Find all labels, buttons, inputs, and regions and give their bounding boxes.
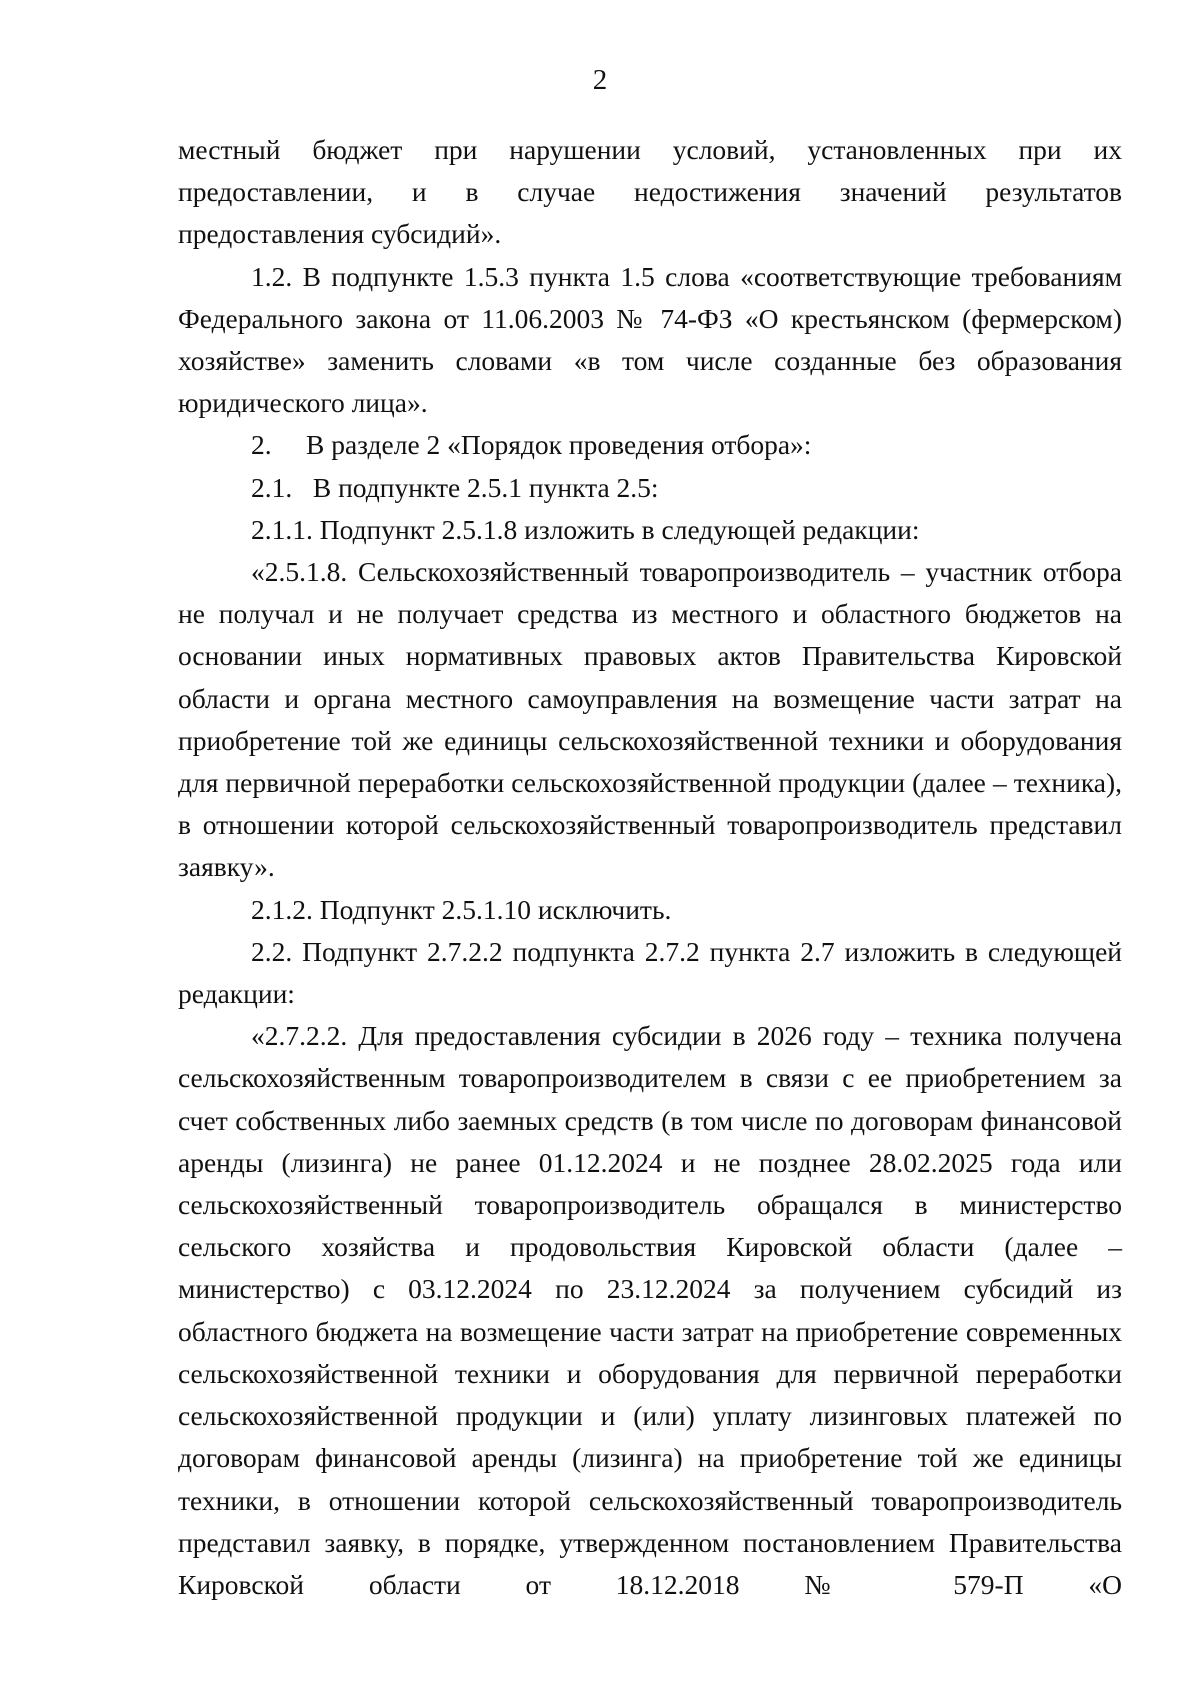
paragraph-2: 2. В разделе 2 «Порядок проведения отбора»:	[251, 429, 812, 461]
page-number: 2	[592, 64, 608, 96]
paragraph-2-5-1-8-quote: «2.5.1.8. Сельскохозяйственный товаропроизводитель – участник отбора не получал и не получает средства из местного и областного бюджетов на основании иных нормативных правовых актов Правительства Кировской области и органа местного самоуправления на возмещение части затрат на приобретение той же единицы сельскохозяйственной техники и оборудования для первичной переработки сельскохозяйственной продукции (далее – техника), в отношении которой сельскохозяйственный товаропроизводитель представил заявку».	[178, 556, 1122, 883]
paragraph-1-2: 1.2. В подпункте 1.5.3 пункта 1.5 слова «соответствующие требованиям Федерального закона от 11.06.2003 № 74-ФЗ «О крестьянском (фермерском) хозяйстве» заменить словами «в том числе созданные без образования юридического лица».	[178, 260, 1122, 419]
paragraph-2-2: 2.2. Подпункт 2.7.2.2 подпункта 2.7.2 пункта 2.7 изложить в следующей редакции:	[178, 935, 1122, 1010]
paragraph-2-7-2-2-quote: «2.7.2.2. Для предоставления субсидии в 2026 году – техника получена сельскохозяйственным товаропроизводителем в связи с ее приобретением за счет собственных либо заемных средств (в том числе по договорам финансовой аренды (лизинга) не ранее 01.12.2024 и не позднее 28.02.2025 года или сельскохозяйственный товаропроизводитель обращался в министерство сельского хозяйства и продовольствия Кировской области (далее – министерство) с 03.12.2024 по 23.12.2024 за получением субсидий из областного бюджета на возмещение части затрат на приобретение современных сельскохозяйственной техники и оборудования для первичной переработки сельскохозяйственной продукции и (или) уплату лизинговых платежей по договорам финансовой аренды (лизинга) на приобретение той же единицы техники, в отношении которой сельскохозяйственный товаропроизводитель представил заявку, в порядке, утвержденном постановлением Правительства Кировской области от 18.12.2018 № 579-П «О	[178, 1020, 1122, 1600]
paragraph-2-1-1: 2.1.1. Подпункт 2.5.1.8 изложить в следующей редакции:	[251, 513, 920, 545]
paragraph-2-1-2: 2.1.2. Подпункт 2.5.1.10 исключить.	[251, 893, 672, 925]
document-body	[178, 129, 1122, 1606]
paragraph-2-1: 2.1. В подпункте 2.5.1 пункта 2.5:	[251, 471, 659, 503]
paragraph-budget-continuation: местный бюджет при нарушении условий, установленных при их предоставлении, и в случае недостижения значений результатов предоставления субсидий».	[178, 134, 1122, 250]
